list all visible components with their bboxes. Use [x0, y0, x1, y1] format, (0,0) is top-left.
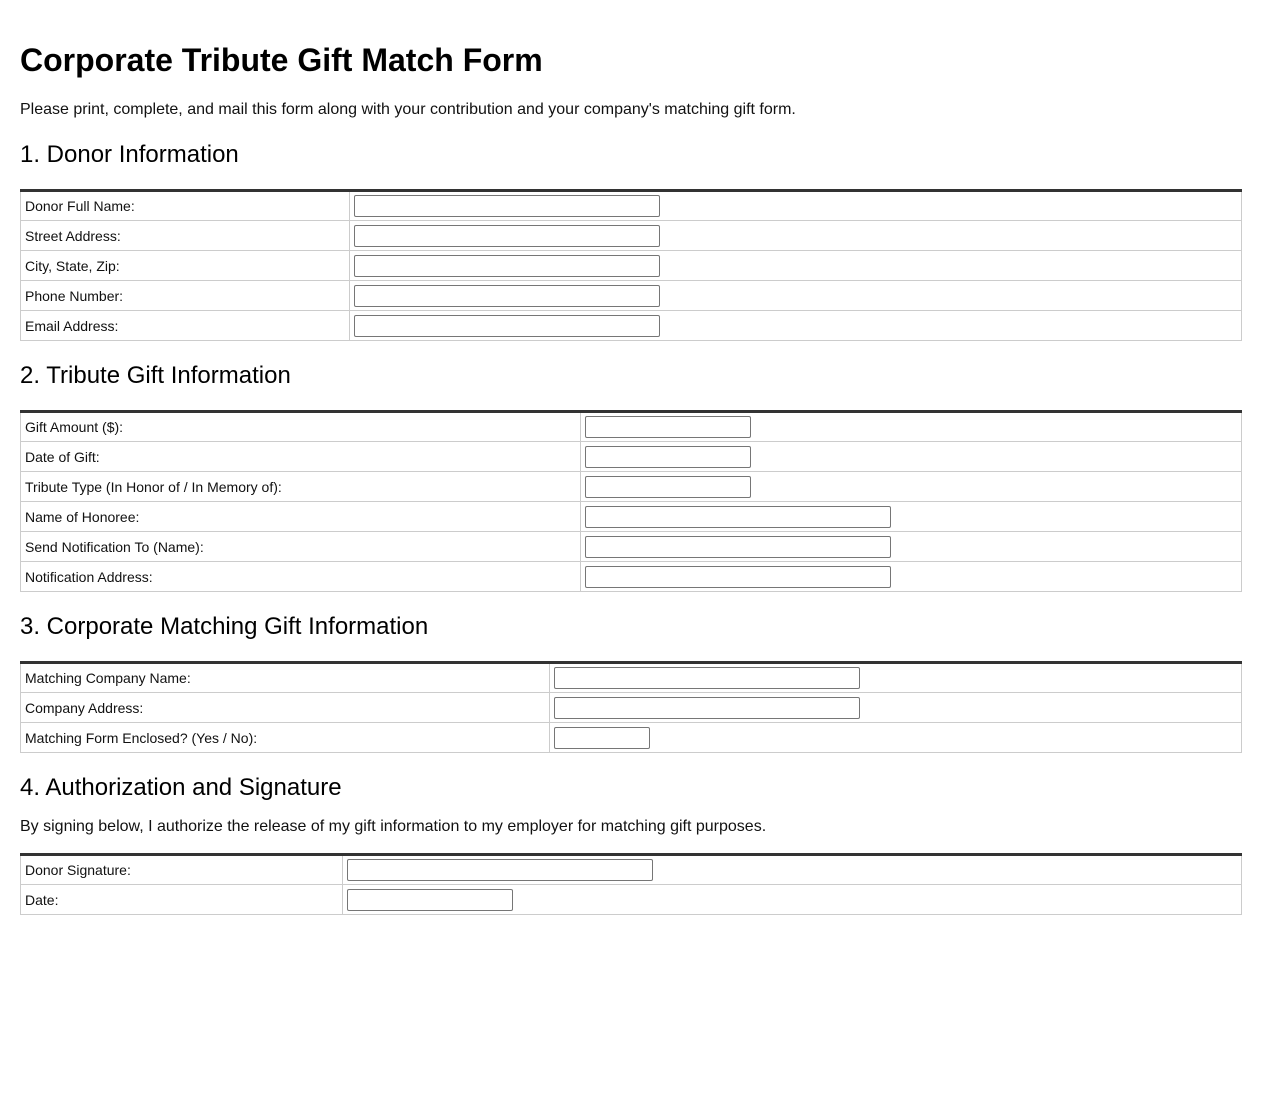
phone-number-input[interactable] — [354, 285, 660, 307]
table-row — [21, 562, 1242, 592]
table-row — [21, 191, 1242, 221]
field-label: Phone Number: — [21, 281, 350, 311]
table-row — [21, 442, 1242, 472]
field-label: Company Address: — [21, 693, 550, 723]
section-heading-corporate-matching: 3. Corporate Matching Gift Information — [20, 613, 429, 640]
matching-form-enclosed-input[interactable] — [554, 727, 650, 749]
field-label: Tribute Type (In Honor of / In Memory of): — [21, 472, 581, 502]
table-row — [21, 723, 1242, 753]
field-label: Matching Form Enclosed? (Yes / No): — [21, 723, 550, 753]
field-label: Name of Honoree: — [21, 502, 581, 532]
field-label: Notification Address: — [21, 562, 581, 592]
field-label: Donor Signature: — [21, 855, 343, 885]
table-row — [21, 221, 1242, 251]
donor-signature-input[interactable] — [347, 859, 653, 881]
table-row — [21, 412, 1242, 442]
donor-information-table — [20, 189, 1242, 341]
table-row — [21, 251, 1242, 281]
field-label: Date: — [21, 885, 343, 915]
signature-date-input[interactable] — [347, 889, 513, 911]
section-heading-authorization: 4. Authorization and Signature — [20, 774, 342, 801]
field-label: Matching Company Name: — [21, 663, 550, 693]
corporate-matching-table — [20, 661, 1242, 753]
email-address-input[interactable] — [354, 315, 660, 337]
table-row — [21, 532, 1242, 562]
authorization-note: By signing below, I authorize the release of my gift information to my employer for matching gift purposes. — [20, 818, 767, 835]
page-title: Corporate Tribute Gift Match Form — [20, 42, 543, 78]
date-of-gift-input[interactable] — [585, 446, 751, 468]
field-label: City, State, Zip: — [21, 251, 350, 281]
honoree-name-input[interactable] — [585, 506, 891, 528]
field-label: Send Notification To (Name): — [21, 532, 581, 562]
table-row — [21, 855, 1242, 885]
field-label: Date of Gift: — [21, 442, 581, 472]
signature-table — [20, 853, 1242, 915]
table-row — [21, 663, 1242, 693]
intro-text: Please print, complete, and mail this form along with your contribution and your company's matching gift form. — [20, 101, 796, 118]
field-label: Email Address: — [21, 311, 350, 341]
tribute-gift-information-table — [20, 410, 1242, 592]
table-row — [21, 311, 1242, 341]
field-label: Street Address: — [21, 221, 350, 251]
table-row — [21, 502, 1242, 532]
section-heading-donor-information: 1. Donor Information — [20, 141, 239, 168]
table-row — [21, 472, 1242, 502]
tribute-type-input[interactable] — [585, 476, 751, 498]
table-row — [21, 885, 1242, 915]
field-label: Donor Full Name: — [21, 191, 350, 221]
notification-address-input[interactable] — [585, 566, 891, 588]
gift-amount-input[interactable] — [585, 416, 751, 438]
notification-name-input[interactable] — [585, 536, 891, 558]
table-row — [21, 693, 1242, 723]
table-row — [21, 281, 1242, 311]
field-label: Gift Amount ($): — [21, 412, 581, 442]
section-heading-tribute-gift-information: 2. Tribute Gift Information — [20, 362, 291, 389]
city-state-zip-input[interactable] — [354, 255, 660, 277]
street-address-input[interactable] — [354, 225, 660, 247]
donor-full-name-input[interactable] — [354, 195, 660, 217]
matching-company-name-input[interactable] — [554, 667, 860, 689]
company-address-input[interactable] — [554, 697, 860, 719]
